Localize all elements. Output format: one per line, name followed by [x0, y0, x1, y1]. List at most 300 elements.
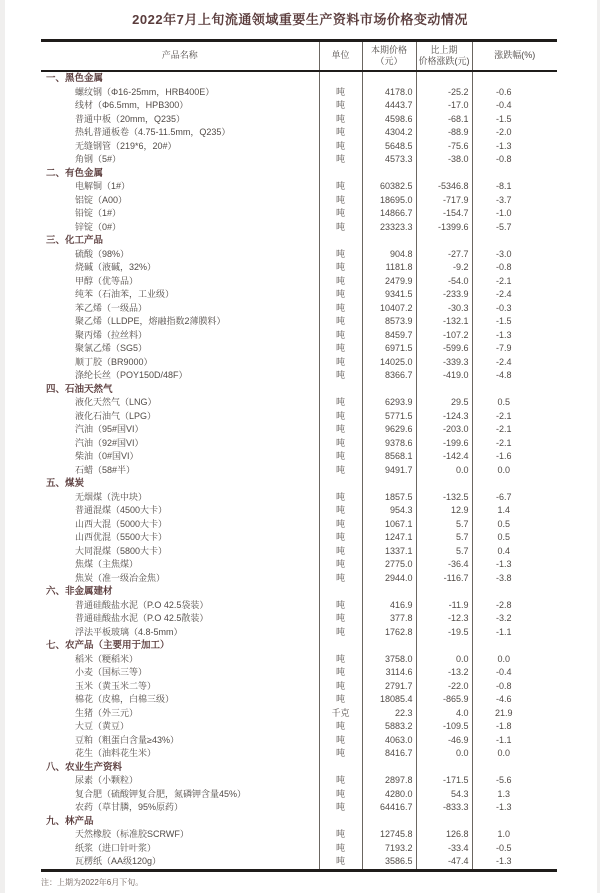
- cell-change: 29.5: [416, 396, 472, 410]
- cell-change: -36.4: [416, 558, 472, 572]
- cell-change: -142.4: [416, 450, 472, 464]
- cell-unit: 吨: [319, 491, 362, 505]
- cell-pct: -0.6: [472, 86, 557, 100]
- table-row: [41, 194, 557, 208]
- section-title: 五、煤炭: [46, 478, 85, 489]
- table-row: [41, 315, 557, 329]
- cell-unit: 吨: [319, 801, 362, 815]
- cell-change: -199.6: [416, 437, 472, 451]
- cell-price: 8568.1: [362, 450, 416, 464]
- cell-price: [362, 477, 416, 491]
- cell-product-name: 烧碱（液碱，32%）: [75, 262, 157, 272]
- header-change-line1: 比上期: [430, 44, 458, 55]
- cell-change: -419.0: [416, 369, 472, 383]
- cell-unit: 吨: [319, 774, 362, 788]
- cell-unit: 吨: [319, 653, 362, 667]
- cell-price: [362, 383, 416, 397]
- cell-unit: 吨: [319, 221, 362, 235]
- section-row: [41, 639, 557, 653]
- cell-change: 0.0: [416, 653, 472, 667]
- cell-price: 904.8: [362, 248, 416, 262]
- cell-unit: [319, 639, 362, 653]
- cell-pct: 0.5: [472, 518, 557, 532]
- cell-change: [416, 815, 472, 829]
- cell-change: -17.0: [416, 99, 472, 113]
- cell-change: -124.3: [416, 410, 472, 424]
- cell-unit: [319, 477, 362, 491]
- cell-price: 2897.8: [362, 774, 416, 788]
- section-row: [41, 477, 557, 491]
- footnote: 注：上期为2022年6月下旬。: [41, 877, 144, 887]
- cell-price: 2479.9: [362, 275, 416, 289]
- cell-unit: 吨: [319, 113, 362, 127]
- cell-price: 8416.7: [362, 747, 416, 761]
- cell-pct: -2.1: [472, 437, 557, 451]
- table-row: [41, 437, 557, 451]
- cell-unit: [319, 585, 362, 599]
- cell-unit: 吨: [319, 207, 362, 221]
- cell-unit: [319, 71, 362, 86]
- cell-change: -25.2: [416, 86, 472, 100]
- section-title: 四、石油天然气: [46, 383, 113, 395]
- cell-price: 9629.6: [362, 423, 416, 437]
- cell-unit: [319, 234, 362, 248]
- table-row: [41, 356, 557, 370]
- section-title: 二、有色金属: [46, 167, 104, 179]
- cell-price: 64416.7: [362, 801, 416, 815]
- cell-pct: -3.8: [472, 572, 557, 586]
- cell-product-name: 液化天然气（LNG）: [75, 397, 157, 407]
- cell-unit: 吨: [319, 693, 362, 707]
- cell-price: 4063.0: [362, 734, 416, 748]
- table-row: [41, 720, 557, 734]
- cell-unit: [319, 761, 362, 775]
- cell-product-name: 小麦（国标三等）: [75, 667, 148, 677]
- cell-change: -75.6: [416, 140, 472, 154]
- cell-unit: 吨: [319, 248, 362, 262]
- table-row: [41, 275, 557, 289]
- section-title: 六、非金属建材: [46, 586, 113, 597]
- cell-change: 12.9: [416, 504, 472, 518]
- table-row: [41, 423, 557, 437]
- table-row: [41, 518, 557, 532]
- cell-product-name: 农药（草甘膦，95%原药）: [75, 802, 184, 812]
- cell-pct: 1.3: [472, 788, 557, 802]
- cell-unit: 吨: [319, 545, 362, 559]
- table-row: [41, 153, 557, 167]
- cell-unit: 吨: [319, 680, 362, 694]
- cell-product-name: 顺丁胶（BR9000）: [75, 356, 153, 367]
- table-row: [41, 653, 557, 667]
- cell-product-name: 螺纹钢（Φ16-25mm，HRB400E）: [75, 86, 215, 97]
- cell-price: 6293.9: [362, 396, 416, 410]
- cell-product-name: 石蜡（58#半）: [75, 464, 136, 475]
- cell-change: -9.2: [416, 261, 472, 275]
- cell-pct: -1.5: [472, 113, 557, 127]
- table-row: [41, 248, 557, 262]
- section-title: 三、化工产品: [46, 235, 104, 246]
- cell-price: 4573.3: [362, 153, 416, 167]
- table-header: [41, 41, 557, 72]
- table-row: [41, 140, 557, 154]
- cell-unit: 吨: [319, 666, 362, 680]
- cell-change: 126.8: [416, 828, 472, 842]
- cell-price: 5648.5: [362, 140, 416, 154]
- cell-unit: 吨: [319, 261, 362, 275]
- section-title: 一、黑色金属: [46, 73, 104, 84]
- table-row: [41, 531, 557, 545]
- cell-pct: -0.8: [472, 680, 557, 694]
- cell-product-name: 硫酸（98%）: [75, 248, 130, 259]
- cell-price: 8573.9: [362, 315, 416, 329]
- cell-unit: 吨: [319, 504, 362, 518]
- cell-unit: 吨: [319, 180, 362, 194]
- cell-unit: 吨: [319, 126, 362, 140]
- cell-pct: -0.8: [472, 261, 557, 275]
- cell-price: 2775.0: [362, 558, 416, 572]
- cell-pct: -1.3: [472, 329, 557, 343]
- section-row: [41, 815, 557, 829]
- cell-change: 5.7: [416, 531, 472, 545]
- table-row: [41, 734, 557, 748]
- table-row: [41, 410, 557, 424]
- cell-product-name: 聚乙烯（LLDPE，熔融指数2薄膜料）: [75, 316, 226, 326]
- table-row: [41, 99, 557, 113]
- header-row: [41, 41, 557, 72]
- cell-pct: -1.3: [472, 801, 557, 815]
- cell-product-name: 聚氯乙烯（SG5）: [75, 343, 148, 353]
- cell-change: [416, 639, 472, 653]
- cell-unit: 吨: [319, 572, 362, 586]
- cell-price: [362, 761, 416, 775]
- table-row: [41, 180, 557, 194]
- cell-pct: -3.0: [472, 248, 557, 262]
- cell-pct: -1.1: [472, 734, 557, 748]
- cell-pct: 0.0: [472, 464, 557, 478]
- table-row: [41, 396, 557, 410]
- cell-change: 5.7: [416, 518, 472, 532]
- cell-unit: 吨: [319, 153, 362, 167]
- table-row: [41, 626, 557, 640]
- section-row: [41, 383, 557, 397]
- table-row: [41, 221, 557, 235]
- cell-pct: -2.4: [472, 288, 557, 302]
- cell-change: -5346.8: [416, 180, 472, 194]
- table-row: [41, 828, 557, 842]
- cell-pct: -2.1: [472, 275, 557, 289]
- cell-unit: 千克: [319, 707, 362, 721]
- cell-pct: -2.0: [472, 126, 557, 140]
- cell-price: [362, 639, 416, 653]
- cell-price: 4443.7: [362, 99, 416, 113]
- table-row: [41, 207, 557, 221]
- cell-change: -116.7: [416, 572, 472, 586]
- cell-unit: 吨: [319, 369, 362, 383]
- cell-product-name: 甲醇（优等品）: [75, 275, 139, 286]
- cell-price: 416.9: [362, 599, 416, 613]
- cell-price: 14025.0: [362, 356, 416, 370]
- cell-price: 1067.1: [362, 518, 416, 532]
- cell-change: 0.0: [416, 747, 472, 761]
- cell-change: -233.9: [416, 288, 472, 302]
- cell-pct: [472, 234, 557, 248]
- cell-change: -717.9: [416, 194, 472, 208]
- cell-price: 3758.0: [362, 653, 416, 667]
- table-row: [41, 666, 557, 680]
- table-row: [41, 680, 557, 694]
- cell-unit: 吨: [319, 140, 362, 154]
- cell-pct: -1.6: [472, 450, 557, 464]
- cell-unit: 吨: [319, 302, 362, 316]
- cell-pct: -1.5: [472, 315, 557, 329]
- cell-product-name: 聚丙烯（拉丝料）: [75, 329, 148, 340]
- cell-pct: 0.4: [472, 545, 557, 559]
- cell-product-name: 汽油（95#国VI）: [75, 424, 144, 434]
- cell-change: -13.2: [416, 666, 472, 680]
- cell-product-name: 锌锭（0#）: [75, 221, 122, 232]
- cell-product-name: 山西大混（5000大卡）: [75, 518, 168, 529]
- cell-product-name: 角钢（5#）: [75, 154, 122, 164]
- header-unit: 单位: [319, 41, 362, 72]
- section-row: [41, 234, 557, 248]
- cell-product-name: 普通中板（20mm，Q235）: [75, 113, 186, 124]
- cell-price: 18695.0: [362, 194, 416, 208]
- cell-pct: -0.3: [472, 302, 557, 316]
- section-title: 七、农产品（主要用于加工）: [46, 640, 170, 651]
- cell-unit: [319, 167, 362, 181]
- cell-unit: 吨: [319, 437, 362, 451]
- table-row: [41, 491, 557, 505]
- table-row: [41, 342, 557, 356]
- header-price-line2: （元）: [375, 56, 403, 66]
- cell-price: 23323.3: [362, 221, 416, 235]
- cell-unit: 吨: [319, 599, 362, 613]
- cell-product-name: 豆粕（粗蛋白含量≥43%）: [75, 734, 179, 745]
- cell-unit: 吨: [319, 86, 362, 100]
- cell-unit: [319, 383, 362, 397]
- cell-product-name: 无缝钢管（219*6，20#）: [75, 140, 177, 151]
- cell-price: 3586.5: [362, 855, 416, 870]
- cell-price: 1857.5: [362, 491, 416, 505]
- cell-change: -33.4: [416, 842, 472, 856]
- table-row: [41, 504, 557, 518]
- cell-price: 9378.6: [362, 437, 416, 451]
- cell-product-name: 纸浆（进口针叶浆）: [75, 842, 157, 853]
- table-row: [41, 612, 557, 626]
- cell-product-name: 铅锭（1#）: [75, 208, 122, 218]
- cell-price: [362, 234, 416, 248]
- cell-change: [416, 71, 472, 86]
- table-row: [41, 450, 557, 464]
- cell-change: -38.0: [416, 153, 472, 167]
- cell-price: 2944.0: [362, 572, 416, 586]
- header-product: 产品名称: [41, 41, 319, 72]
- cell-product-name: 苯乙烯（一级品）: [75, 302, 148, 313]
- cell-unit: 吨: [319, 855, 362, 870]
- cell-unit: 吨: [319, 464, 362, 478]
- cell-pct: -4.6: [472, 693, 557, 707]
- cell-change: -132.5: [416, 491, 472, 505]
- cell-change: -12.3: [416, 612, 472, 626]
- cell-product-name: 生猪（外三元）: [75, 707, 139, 718]
- table-row: [41, 329, 557, 343]
- cell-price: 60382.5: [362, 180, 416, 194]
- cell-pct: 0.5: [472, 531, 557, 545]
- cell-change: -11.9: [416, 599, 472, 613]
- cell-price: 9341.5: [362, 288, 416, 302]
- cell-unit: 吨: [319, 734, 362, 748]
- cell-pct: -0.8: [472, 153, 557, 167]
- cell-price: 14866.7: [362, 207, 416, 221]
- cell-price: 4280.0: [362, 788, 416, 802]
- cell-price: 8366.7: [362, 369, 416, 383]
- cell-pct: 0.0: [472, 653, 557, 667]
- table-body: [41, 71, 557, 870]
- cell-pct: -0.4: [472, 99, 557, 113]
- cell-product-name: 柴油（0#国VI）: [75, 451, 139, 461]
- table-row: [41, 545, 557, 559]
- section-row: [41, 71, 557, 86]
- cell-product-name: 天然橡胶（标准胶SCRWF）: [75, 829, 189, 839]
- cell-price: 4304.2: [362, 126, 416, 140]
- table-row: [41, 572, 557, 586]
- cell-pct: -6.7: [472, 491, 557, 505]
- cell-pct: 21.9: [472, 707, 557, 721]
- cell-product-name: 浮法平板玻璃（4.8-5mm）: [75, 626, 183, 637]
- cell-change: 4.0: [416, 707, 472, 721]
- cell-price: 9491.7: [362, 464, 416, 478]
- cell-pct: -3.2: [472, 612, 557, 626]
- cell-product-name: 普通硅酸盐水泥（P.O 42.5袋装）: [75, 599, 209, 610]
- cell-pct: -1.3: [472, 140, 557, 154]
- cell-product-name: 液化石油气（LPG）: [75, 410, 157, 421]
- cell-price: 4178.0: [362, 86, 416, 100]
- cell-price: 1247.1: [362, 531, 416, 545]
- cell-pct: -0.5: [472, 842, 557, 856]
- cell-price: 10407.2: [362, 302, 416, 316]
- cell-change: -30.3: [416, 302, 472, 316]
- cell-change: -833.3: [416, 801, 472, 815]
- table-row: [41, 369, 557, 383]
- header-change: [416, 41, 472, 72]
- cell-product-name: 焦煤（主焦煤）: [75, 559, 139, 569]
- cell-unit: 吨: [319, 747, 362, 761]
- cell-pct: [472, 585, 557, 599]
- cell-price: 22.3: [362, 707, 416, 721]
- cell-price: 7193.2: [362, 842, 416, 856]
- cell-product-name: 汽油（92#国VI）: [75, 437, 144, 448]
- cell-product-name: 棉花（皮棉，白棉三级）: [75, 694, 175, 704]
- cell-price: 5883.2: [362, 720, 416, 734]
- table-row: [41, 747, 557, 761]
- cell-price: 6971.5: [362, 342, 416, 356]
- cell-unit: 吨: [319, 99, 362, 113]
- cell-product-name: 瓦楞纸（AA级120g）: [75, 856, 162, 866]
- cell-product-name: 焦炭（准一级冶金焦）: [75, 572, 166, 583]
- cell-unit: 吨: [319, 410, 362, 424]
- cell-price: 1181.8: [362, 261, 416, 275]
- cell-change: -27.7: [416, 248, 472, 262]
- cell-product-name: 线材（Φ6.5mm，HPB300）: [75, 100, 189, 110]
- table-row: [41, 599, 557, 613]
- table-row: [41, 774, 557, 788]
- table-row: [41, 558, 557, 572]
- cell-pct: 1.4: [472, 504, 557, 518]
- cell-unit: 吨: [319, 275, 362, 289]
- header-price: [362, 41, 416, 72]
- price-table: [41, 39, 557, 872]
- cell-pct: -1.1: [472, 626, 557, 640]
- cell-change: -865.9: [416, 693, 472, 707]
- cell-change: -46.9: [416, 734, 472, 748]
- cell-change: -68.1: [416, 113, 472, 127]
- table-row: [41, 126, 557, 140]
- cell-unit: 吨: [319, 450, 362, 464]
- section-row: [41, 167, 557, 181]
- cell-pct: 0.0: [472, 747, 557, 761]
- cell-change: 0.0: [416, 464, 472, 478]
- cell-product-name: 花生（油料花生米）: [75, 748, 157, 758]
- cell-change: -339.3: [416, 356, 472, 370]
- cell-unit: 吨: [319, 194, 362, 208]
- cell-price: [362, 585, 416, 599]
- table-row: [41, 302, 557, 316]
- cell-product-name: 电解铜（1#）: [75, 181, 131, 191]
- cell-unit: 吨: [319, 288, 362, 302]
- cell-pct: -3.7: [472, 194, 557, 208]
- cell-unit: 吨: [319, 842, 362, 856]
- cell-change: -599.6: [416, 342, 472, 356]
- cell-pct: [472, 639, 557, 653]
- cell-price: [362, 815, 416, 829]
- cell-price: 4598.6: [362, 113, 416, 127]
- cell-unit: 吨: [319, 315, 362, 329]
- cell-change: -88.9: [416, 126, 472, 140]
- cell-product-name: 玉米（黄玉米二等）: [75, 680, 157, 691]
- cell-change: [416, 167, 472, 181]
- table-row: [41, 707, 557, 721]
- cell-pct: -7.9: [472, 342, 557, 356]
- cell-pct: -4.8: [472, 369, 557, 383]
- table-row: [41, 788, 557, 802]
- table-row: [41, 693, 557, 707]
- cell-unit: 吨: [319, 518, 362, 532]
- cell-product-name: 尿素（小颗粒）: [75, 775, 139, 785]
- cell-change: -132.1: [416, 315, 472, 329]
- cell-pct: -2.1: [472, 410, 557, 424]
- cell-pct: 0.5: [472, 396, 557, 410]
- cell-change: 5.7: [416, 545, 472, 559]
- cell-change: [416, 585, 472, 599]
- cell-pct: [472, 71, 557, 86]
- cell-pct: 1.0: [472, 828, 557, 842]
- cell-product-name: 山西优混（5500大卡）: [75, 532, 168, 542]
- cell-price: 8459.7: [362, 329, 416, 343]
- cell-product-name: 复合肥（硫酸钾复合肥，氮磷钾含量45%）: [75, 788, 247, 799]
- cell-unit: 吨: [319, 423, 362, 437]
- cell-product-name: 大豆（黄豆）: [75, 721, 130, 731]
- table-row: [41, 113, 557, 127]
- cell-price: 2791.7: [362, 680, 416, 694]
- table-row: [41, 261, 557, 275]
- cell-product-name: 稻米（粳稻米）: [75, 653, 139, 664]
- cell-unit: 吨: [319, 356, 362, 370]
- cell-unit: 吨: [319, 828, 362, 842]
- cell-unit: 吨: [319, 626, 362, 640]
- cell-change: -54.0: [416, 275, 472, 289]
- header-pct: 涨跌幅(%): [472, 41, 557, 72]
- table-row: [41, 86, 557, 100]
